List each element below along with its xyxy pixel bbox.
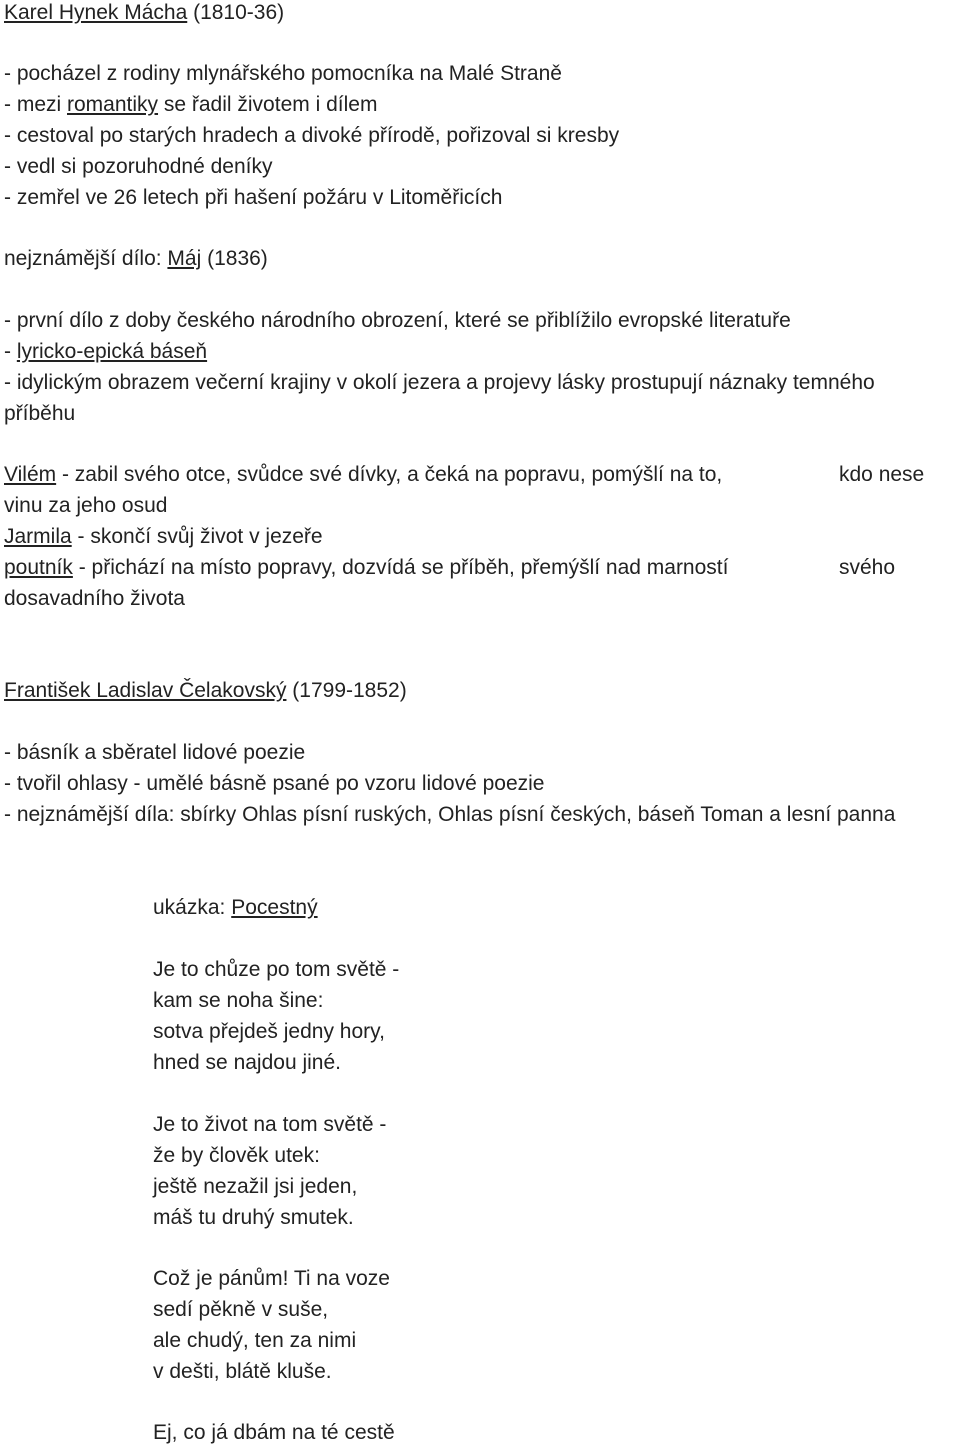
romantiky-link[interactable]: romantiky bbox=[67, 93, 159, 116]
poem-line: sotva přejdeš jedny hory, bbox=[153, 1020, 385, 1043]
maj-point-2 bbox=[4, 339, 207, 365]
macha-bullet-1: - pocházel z rodiny mlynářského pomocníka na Malé Straně bbox=[4, 62, 562, 85]
poem-line: v dešti, blátě kluše. bbox=[153, 1360, 332, 1383]
macha-name: Karel Hynek Mácha bbox=[4, 1, 188, 24]
poem-line: kam se noha šine: bbox=[153, 989, 324, 1012]
macha-bullet-2-pre: - mezi bbox=[4, 93, 67, 116]
maj-point-2-dash: - bbox=[4, 340, 17, 363]
vilem-continuation: vinu za jeho osud bbox=[4, 494, 168, 517]
sample-label: ukázka: bbox=[153, 896, 232, 919]
maj-point-1: - první dílo z doby českého národního obrození, které se přiblížilo evropské literatuře bbox=[4, 309, 791, 332]
macha-bullet-2-post: se řadil životem i dílem bbox=[158, 93, 378, 116]
celakovsky-bullet-3: - nejznámější díla: sbírky Ohlas písní ruských, Ohlas písní českých, báseň Toman a lesní panna bbox=[4, 803, 896, 826]
character-vilem bbox=[4, 462, 722, 488]
vilem-link[interactable]: Vilém bbox=[4, 463, 57, 486]
poutnik-link[interactable]: poutník bbox=[4, 556, 73, 579]
poem-line: ale chudý, ten za nimi bbox=[153, 1329, 357, 1352]
maj-link[interactable]: Máj bbox=[167, 247, 202, 270]
macha-bullet-2 bbox=[4, 92, 377, 118]
vilem-desc: - zabil svého otce, svůdce své dívky, a čeká na popravu, pomýšlí na to, bbox=[56, 463, 723, 486]
poem-line: Což je pánům! Ti na voze bbox=[153, 1267, 390, 1290]
macha-years: (1810-36) bbox=[187, 1, 285, 24]
poem-line: hned se najdou jiné. bbox=[153, 1051, 341, 1074]
celakovsky-years: (1799-1852) bbox=[286, 679, 407, 702]
maj-point-3-line-2: příběhu bbox=[4, 402, 76, 425]
jarmila-link[interactable]: Jarmila bbox=[4, 525, 72, 548]
poutnik-desc: - přichází na místo popravy, dozvídá se příběh, přemýšlí nad marností bbox=[72, 556, 729, 579]
poem-line: ještě nezažil jsi jeden, bbox=[153, 1175, 358, 1198]
macha-famous-work bbox=[4, 246, 268, 272]
maj-point-3-line-1: - idylickým obrazem večerní krajiny v okolí jezera a projevy lásky prostupují náznaky temného bbox=[4, 371, 875, 394]
poem-line: Je to chůze po tom světě - bbox=[153, 958, 400, 981]
character-poutnik bbox=[4, 555, 728, 581]
pocestny-link[interactable]: Pocestný bbox=[231, 896, 318, 919]
celakovsky-name[interactable]: František Ladislav Čelakovský bbox=[4, 679, 287, 702]
poem-line: sedí pěkně v suše, bbox=[153, 1298, 329, 1321]
poem-line: Je to život na tom světě - bbox=[153, 1113, 387, 1136]
sample-heading bbox=[153, 895, 318, 921]
jarmila-desc: - skončí svůj život v jezeře bbox=[71, 525, 323, 548]
poutnik-right-fragment: svého bbox=[839, 556, 896, 579]
lyricko-epicka-link[interactable]: lyricko-epická báseň bbox=[16, 340, 208, 363]
celakovsky-heading bbox=[4, 678, 407, 704]
vilem-right-fragment: kdo nese bbox=[839, 463, 925, 486]
poutnik-continuation: dosavadního života bbox=[4, 587, 185, 610]
macha-bullet-3: - cestoval po starých hradech a divoké přírodě, pořizoval si kresby bbox=[4, 124, 620, 147]
poem-line: máš tu druhý smutek. bbox=[153, 1206, 354, 1229]
work-year: (1836) bbox=[201, 247, 268, 270]
macha-bullet-5: - zemřel ve 26 letech při hašení požáru v Litoměřicích bbox=[4, 186, 503, 209]
work-prefix: nejznámější dílo: bbox=[4, 247, 168, 270]
poem-line: Ej, co já dbám na té cestě bbox=[153, 1421, 395, 1444]
celakovsky-bullet-2: - tvořil ohlasy - umělé básně psané po vzoru lidové poezie bbox=[4, 772, 545, 795]
macha-heading bbox=[4, 0, 284, 26]
poem-line: že by člověk utek: bbox=[153, 1144, 320, 1167]
character-jarmila bbox=[4, 524, 323, 550]
macha-bullet-4: - vedl si pozoruhodné deníky bbox=[4, 155, 273, 178]
celakovsky-bullet-1: - básník a sběratel lidové poezie bbox=[4, 741, 306, 764]
